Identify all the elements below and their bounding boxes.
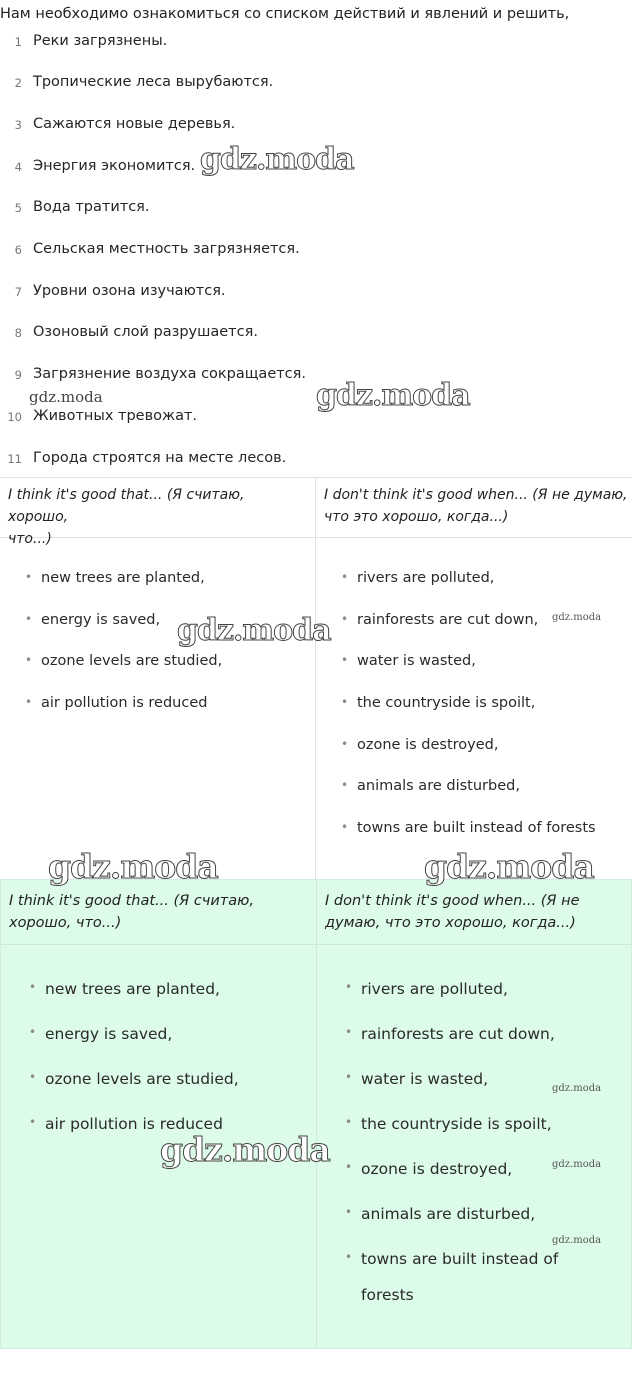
column-divider [316,880,317,1348]
item-number: 11 [7,452,22,466]
bullet-item-continuation: forests [361,1286,414,1304]
item-number: 2 [14,76,22,90]
item-number: 7 [14,285,22,299]
watermark: gdz.moda [48,847,218,886]
bullet-item: • the countryside is spoilt, [345,1115,552,1133]
bullet-icon: • [29,1115,37,1129]
bullet-item: • ozone is destroyed, [341,737,499,753]
header-line: думаю, что это хорошо, когда...) [325,915,576,931]
item-number: 6 [14,243,22,257]
bullet-item: • rainforests are cut down, [345,1025,555,1043]
left-column-header [8,484,308,550]
watermark: gdz.moda [29,388,103,406]
header-line: I think it's good that... (Я считаю, [9,893,254,909]
watermark: gdz.moda [160,1130,330,1169]
watermark: gdz.moda [552,1235,602,1246]
item-text: Энергия экономится. [33,158,196,174]
item-text: Города строятся на месте лесов. [33,450,287,466]
item-text: Озоновый слой разрушается. [33,324,258,340]
bullet-icon: • [25,653,33,667]
item-text: Сельская местность загрязняется. [33,241,300,257]
bullet-item: • rivers are polluted, [341,570,495,586]
item-number: 10 [7,410,22,424]
bullet-item: • rivers are polluted, [345,980,508,998]
bullet-item: • new trees are planted, [29,980,220,998]
table-green [0,879,632,1349]
item-text: Уровни озона изучаются. [33,283,226,299]
bullet-item: • ozone levels are studied, [25,653,223,669]
bullet-icon: • [29,980,37,994]
item-text: Вода тратится. [33,199,150,215]
header-line: I don't think it's good when... (Я не думаю, [324,487,628,503]
bullet-icon: • [25,612,33,626]
bullet-icon: • [345,1115,353,1129]
column-divider [315,478,316,879]
bullet-item: • animals are disturbed, [341,778,520,794]
table-white [0,477,632,879]
item-number: 9 [14,368,22,382]
item-text: Животных тревожат. [33,408,198,424]
watermark: gdz.moda [316,378,470,413]
item-number: 1 [14,35,22,49]
watermark: gdz.moda [424,847,594,886]
bullet-item: • water is wasted, [345,1070,489,1088]
watermark: gdz.moda [552,1083,602,1094]
bullet-item: • ozone is destroyed, [345,1160,513,1178]
left-column-header [9,890,309,934]
header-line: I think it's good that... (Я считаю, хорошо, [8,487,245,525]
bullet-icon: • [345,1205,353,1219]
item-text: Сажаются новые деревья. [33,116,236,132]
bullet-item: • ozone levels are studied, [29,1070,239,1088]
bullet-icon: • [345,1160,353,1174]
bullet-item: • energy is saved, [25,612,161,628]
bullet-icon: • [345,1250,353,1264]
header-line: хорошо, что...) [9,915,122,931]
header-line: что...) [8,531,52,547]
bullet-item: • animals are disturbed, [345,1205,536,1223]
watermark: gdz.moda [552,612,602,623]
bullet-icon: • [341,695,349,709]
bullet-icon: • [29,1025,37,1039]
item-text: Загрязнение воздуха сокращается. [33,366,306,382]
watermark: gdz.moda [552,1159,602,1170]
bullet-item: • towns are built instead of forests [341,820,596,836]
bullet-icon: • [341,737,349,751]
bullet-icon: • [341,570,349,584]
header-line: I don't think it's good when... (Я не [325,893,580,909]
item-number: 4 [14,160,22,174]
item-text: Тропические леса вырубаются. [33,74,274,90]
bullet-icon: • [341,612,349,626]
header-line: что это хорошо, когда...) [324,509,509,525]
bullet-item: • new trees are planted, [25,570,205,586]
bullet-icon: • [345,980,353,994]
bullet-icon: • [29,1070,37,1084]
bullet-icon: • [345,1070,353,1084]
intro-text: Нам необходимо ознакомиться со списком действий и явлений и решить, [0,6,570,22]
watermark: gdz.moda [200,142,354,177]
bullet-icon: • [25,570,33,584]
bullet-item: • the countryside is spoilt, [341,695,536,711]
bullet-item: • rainforests are cut down, [341,612,539,628]
item-number: 5 [14,201,22,215]
bullet-icon: • [345,1025,353,1039]
watermark: gdz.moda [177,613,331,648]
item-number: 8 [14,326,22,340]
right-column-header [325,890,625,934]
right-column-header [324,484,629,528]
bullet-icon: • [25,695,33,709]
bullet-icon: • [341,820,349,834]
item-text: Реки загрязнены. [33,33,168,49]
bullet-item: • towns are built instead of [345,1250,559,1268]
bullet-item: • energy is saved, [29,1025,173,1043]
item-number: 3 [14,118,22,132]
bullet-item: • air pollution is reduced [29,1115,223,1133]
bullet-item: • air pollution is reduced [25,695,208,711]
bullet-icon: • [341,778,349,792]
bullet-item: • water is wasted, [341,653,476,669]
bullet-icon: • [341,653,349,667]
header-divider [1,944,631,945]
